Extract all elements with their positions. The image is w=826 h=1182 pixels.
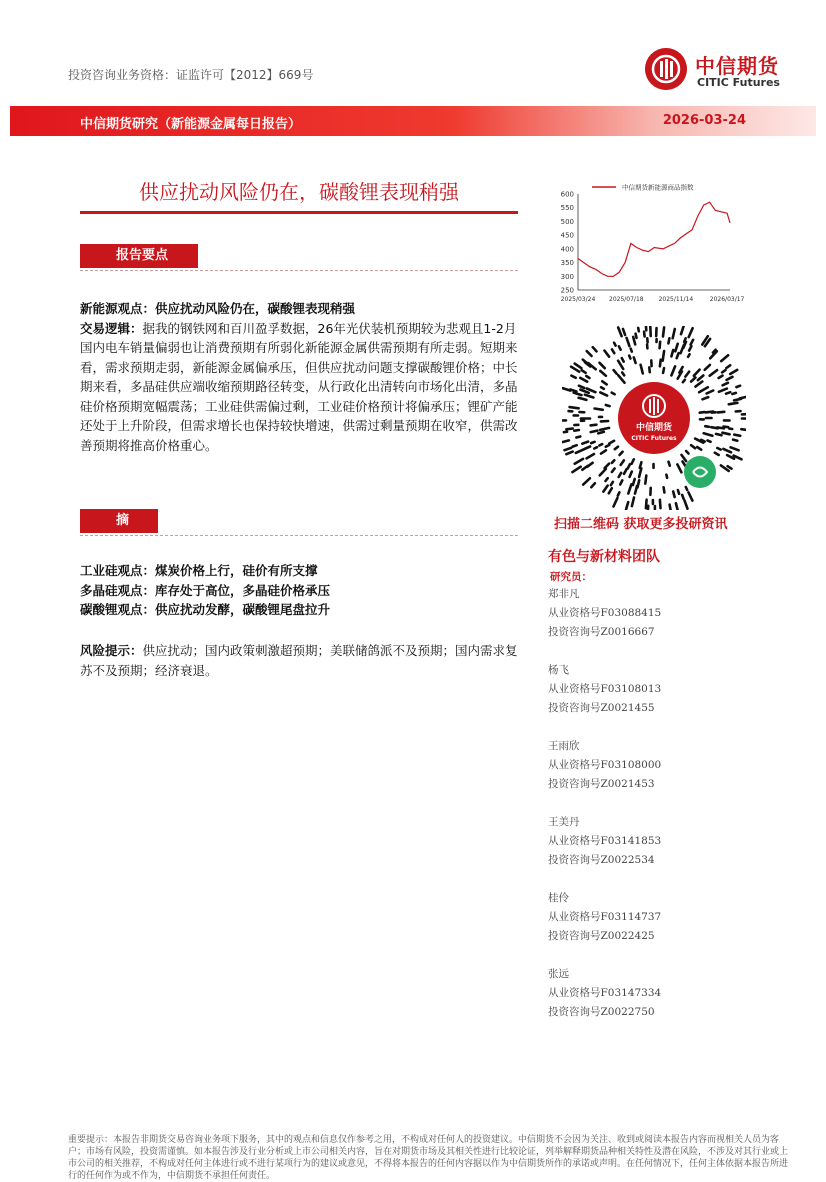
- qr-module: [583, 360, 586, 363]
- qr-module: [666, 475, 667, 478]
- qr-module: [704, 433, 713, 436]
- y-tick-label: 300: [561, 273, 574, 281]
- qr-module: [685, 501, 688, 509]
- qr-module: [723, 383, 728, 386]
- qr-module: [677, 353, 679, 358]
- qr-module: [582, 370, 586, 373]
- qr-module: [591, 425, 597, 426]
- qr-module: [638, 328, 639, 331]
- summary-tag: 摘要: [80, 509, 158, 533]
- qr-module: [576, 449, 585, 453]
- qr-module: [736, 386, 740, 387]
- qr-module: [636, 334, 637, 338]
- researcher-name: 桂伶: [548, 889, 661, 908]
- qr-module: [565, 448, 572, 450]
- qr-module: [601, 450, 606, 453]
- qr-module: [682, 455, 687, 461]
- researcher-qual: 从业资格号F03141853: [548, 832, 661, 851]
- qr-module: [722, 433, 729, 435]
- qr-module: [721, 355, 728, 361]
- qr-module: [728, 466, 732, 469]
- qr-module: [615, 447, 618, 450]
- qr-module: [611, 482, 613, 485]
- y-tick-label: 250: [561, 287, 574, 295]
- qr-module: [669, 462, 670, 466]
- qr-module: [573, 467, 581, 472]
- disclaimer: 重要提示：本报告非期货交易咨询业务项下服务，其中的观点和信息仅作参考之用，不构成对任何人的投资建议。中信期货不会因为关注、收到或阅读本报告内容而视相关人员为客户；市场有风险，投资需谨慎。如本报告涉及行业分析或上市公司相关内容，旨在对期货市场及其相关性进行比较论证，列举解释期货品种相关特性及潜在风险，不涉及对其行业或上市公司的相关推荐，不构成对任何主体进行或不进行某项行为的建议或意见，不得将本报告的任何内容据以作为中信期货所作的承诺或声明。在任何情况下，任何主体依据本报告所进行的任何作为或不作为，中信期货不承担任何责任。: [68, 1134, 788, 1182]
- researcher-qual: 从业资格号F03088415: [548, 604, 661, 623]
- qr-module: [660, 360, 661, 367]
- risk-warning: [80, 641, 518, 680]
- qr-module: [730, 370, 737, 374]
- qr-module: [574, 393, 582, 396]
- qr-module: [628, 464, 630, 468]
- qr-module: [591, 431, 598, 433]
- researcher-name: 张远: [548, 965, 661, 984]
- qr-module: [689, 328, 693, 337]
- legend-label: 中信期货新能源商品指数: [622, 183, 694, 192]
- qr-module: [600, 469, 606, 476]
- qr-module: [562, 440, 569, 442]
- qr-module: [601, 387, 604, 389]
- qr-module: [678, 490, 679, 494]
- researcher-label: 研究员：: [550, 569, 592, 584]
- qr-module: [573, 445, 577, 446]
- researcher-qual: 从业资格号F03114737: [548, 908, 661, 927]
- qr-module: [633, 479, 635, 485]
- qr-module: [574, 430, 579, 431]
- qr-module: [673, 492, 674, 498]
- qr-module: [683, 380, 685, 383]
- researcher-card: [548, 889, 661, 946]
- report-title: 供应扰动风险仍在，碳酸锂表现稍强: [80, 176, 518, 205]
- researcher-qual: 从业资格号F03108013: [548, 680, 661, 699]
- qr-module: [641, 365, 643, 374]
- qr-module: [708, 441, 711, 442]
- qr-module: [575, 364, 582, 369]
- qr-module: [723, 449, 731, 452]
- qr-module: [609, 441, 614, 444]
- researcher-consult: 投资咨询号Z0022750: [548, 1003, 661, 1022]
- qr-module: [609, 488, 612, 493]
- qr-module: [587, 454, 594, 458]
- qr-module: [622, 358, 624, 362]
- qr-module: [566, 452, 572, 455]
- header-banner: [10, 106, 816, 136]
- report-date: 2026-03-24: [663, 113, 746, 128]
- qr-module: [645, 476, 646, 484]
- citic-logo: [645, 48, 803, 94]
- qr-module: [718, 412, 725, 413]
- qr-module: [668, 338, 669, 343]
- qr-module: [634, 357, 636, 363]
- qr-module: [705, 365, 710, 370]
- qr-module: [580, 378, 587, 382]
- researcher-qual: 从业资格号F03147334: [548, 984, 661, 1003]
- qr-module: [618, 328, 621, 337]
- researcher-name: 王美丹: [548, 813, 661, 832]
- qr-module: [703, 397, 709, 399]
- researcher-card: [548, 661, 661, 718]
- qr-module: [689, 346, 691, 351]
- qr-module: [731, 447, 739, 450]
- qr-module: [623, 329, 625, 335]
- qr-module: [563, 388, 571, 390]
- qr-module: [618, 492, 620, 495]
- researcher-card: [548, 585, 661, 642]
- qr-module: [593, 347, 597, 351]
- qr-module: [599, 444, 602, 445]
- qr-module: [600, 363, 605, 368]
- qr-module: [575, 459, 583, 464]
- researcher-consult: 投资咨询号Z0016667: [548, 623, 661, 642]
- researcher-card: [548, 813, 661, 870]
- qr-module: [605, 464, 610, 469]
- qr-module: [697, 447, 701, 450]
- qr-module: [699, 387, 708, 392]
- qr-module: [612, 460, 614, 463]
- researcher-name: 杨飞: [548, 661, 661, 680]
- risk-text: 供应扰动；国内政策刺激超预期；美联储鸽派不及预期；国内需求复苏不及预期；经济衰退。: [80, 643, 518, 678]
- qr-module: [740, 396, 746, 398]
- qr-module: [648, 506, 649, 510]
- qr-module: [631, 349, 632, 352]
- qr-module: [633, 337, 635, 345]
- researcher-consult: 投资咨询号Z0021453: [548, 775, 661, 794]
- qr-module: [600, 392, 607, 395]
- qr-module: [663, 351, 664, 361]
- qr-module: [726, 392, 730, 394]
- qr-module: [734, 435, 740, 436]
- banner-title: 中信期货研究（新能源金属每日报告）: [80, 113, 301, 132]
- x-tick-label: 2025/11/14: [659, 296, 694, 303]
- qr-module: [606, 445, 610, 447]
- qr-module: [570, 407, 579, 408]
- qr-module: [582, 442, 588, 444]
- researcher-name: 郑非凡: [548, 585, 661, 604]
- qr-caption: 扫描二维码 获取更多投研资讯: [554, 513, 728, 532]
- qr-module: [719, 376, 723, 378]
- researcher-consult: 投资咨询号Z0021455: [548, 699, 661, 718]
- qr-module: [619, 473, 621, 477]
- qr-module: [594, 447, 597, 448]
- y-tick-label: 350: [561, 259, 574, 267]
- qr-module: [722, 370, 725, 372]
- divider: [80, 270, 518, 271]
- qr-module: [587, 351, 592, 356]
- researcher-consult: 投资咨询号Z0022425: [548, 927, 661, 946]
- qr-module: [663, 368, 664, 373]
- qr-module: [676, 503, 678, 510]
- qr-module: [595, 409, 603, 410]
- qr-module: [717, 448, 720, 450]
- qr-module: [732, 393, 736, 394]
- qr-module: [733, 440, 737, 441]
- qr-module: [620, 480, 622, 484]
- qr-module: [612, 469, 615, 473]
- qr-module: [632, 459, 634, 464]
- qr-module: [646, 500, 647, 509]
- qr-module: [671, 350, 673, 356]
- qr-module: [579, 386, 584, 388]
- qr-module: [689, 492, 693, 500]
- qr-module: [591, 442, 594, 443]
- qr-module: [566, 429, 572, 430]
- qr-module: [701, 440, 705, 442]
- qr-module: [707, 391, 714, 394]
- y-tick-label: 550: [561, 204, 574, 212]
- qr-module: [639, 468, 641, 477]
- qr-module: [698, 376, 703, 381]
- y-tick-label: 500: [561, 218, 574, 226]
- qr-module: [686, 487, 687, 490]
- qr-module: [603, 486, 607, 492]
- qr-module: [660, 500, 661, 508]
- qr-module: [646, 326, 647, 330]
- summary-line-1: 工业硅观点：煤炭价格上行，硅价有所支撑: [80, 563, 318, 578]
- key-points-tag: 报告要点: [80, 244, 198, 268]
- qr-module: [598, 432, 604, 434]
- qr-module: [579, 398, 587, 400]
- y-tick-label: 600: [561, 191, 574, 199]
- qr-module: [710, 370, 717, 376]
- qr-module: [624, 469, 627, 474]
- kp-heading: 新能源观点：供应扰动风险仍在，碳酸锂表现稍强: [80, 301, 355, 316]
- qr-module: [626, 502, 628, 509]
- qr-module: [681, 326, 684, 334]
- qr-module: [585, 395, 594, 398]
- logo-cn: 中信期货: [695, 50, 779, 79]
- y-tick-label: 400: [561, 245, 574, 253]
- title-underline: [80, 211, 518, 214]
- x-tick-label: 2026/03/17: [710, 296, 745, 303]
- qr-module: [632, 498, 634, 507]
- qr-module: [660, 342, 661, 348]
- risk-label: 风险提示：: [80, 643, 143, 658]
- qr-module: [741, 429, 746, 430]
- qr-module: [586, 376, 589, 378]
- kp-logic-text: 据我的钢铁网和百川盈孚数据，26年光伏装机预期较为悲观且1-2月国内电车销量偏弱也让消费预期有所弱化新能源金属供需预期有所走弱。短期来看，需求预期走弱，新能源金属偏承压，但供应扰动问题支撑碳酸锂价格；中长期来看，多晶硅供应端收缩预期路径转变，从行政化出清转向市场化出清，多晶硅价格预期宽幅震荡；工业硅供需偏过剩，工业硅价格预计将偏承压；锂矿产能还处于上升阶段，但需求增长也保持较快增速，供需过剩量预期在收窄，供需改善预期将推高价格重心。: [80, 321, 518, 453]
- qr-module: [716, 434, 722, 435]
- qr-module: [686, 451, 688, 454]
- qr-module: [663, 327, 664, 336]
- qr-module: [664, 487, 665, 492]
- x-tick-label: 2025/03/24: [561, 296, 596, 303]
- qr-module: [705, 426, 709, 427]
- qr-module: [691, 340, 694, 345]
- qr-logo-en: CITIC Futures: [631, 435, 677, 442]
- qr-module: [620, 452, 623, 455]
- qr-module: [719, 389, 727, 392]
- qr-module: [644, 332, 645, 337]
- qr-module: [571, 376, 575, 378]
- qr-module: [585, 447, 590, 449]
- qr-module: [614, 498, 618, 507]
- qr-module: [619, 346, 621, 349]
- qr-module: [685, 372, 689, 377]
- qr-module: [640, 462, 642, 468]
- qr-module: [621, 460, 624, 465]
- team-name: 有色与新材料团队: [548, 546, 660, 566]
- qr-module: [682, 495, 683, 499]
- license-text: 投资咨询业务资格：证监许可【2012】669号: [68, 66, 313, 83]
- qr-module: [614, 370, 617, 374]
- qr-module: [694, 370, 700, 376]
- qr-module: [600, 428, 609, 430]
- index-chart: [548, 180, 768, 308]
- qr-module: [606, 478, 608, 481]
- researcher-card: [548, 965, 661, 1022]
- qr-module: [671, 366, 675, 375]
- qr-module: [576, 437, 580, 438]
- qr-module: [583, 478, 590, 484]
- logo-en: CITIC Futures: [697, 76, 780, 89]
- qr-module: [729, 403, 738, 405]
- qr-module: [726, 365, 730, 368]
- researcher-consult: 投资咨询号Z0022534: [548, 851, 661, 870]
- qr-module: [600, 371, 606, 376]
- qr-module: [684, 338, 685, 342]
- mini-program-icon: [684, 456, 716, 488]
- qr-module: [628, 484, 631, 493]
- qr-module: [691, 445, 695, 448]
- qr-module: [622, 373, 624, 376]
- qr-module: [602, 381, 606, 384]
- qr-module: [724, 427, 729, 428]
- qr-module: [715, 453, 719, 455]
- qr-module: [727, 377, 733, 380]
- qr-module: [691, 378, 695, 382]
- researcher-card: [548, 737, 661, 794]
- qr-module: [605, 351, 610, 357]
- qr-module: [614, 343, 616, 346]
- qr-module: [675, 344, 677, 352]
- qr-module: [677, 464, 681, 472]
- qr-code[interactable]: [562, 326, 746, 510]
- summary-list: [80, 561, 518, 620]
- series-line: [578, 202, 730, 276]
- y-tick-label: 450: [561, 232, 574, 240]
- qr-module: [571, 367, 579, 372]
- qr-module: [700, 412, 705, 413]
- qr-module: [627, 338, 630, 346]
- qr-module: [582, 466, 587, 470]
- x-tick-label: 2025/07/18: [609, 296, 644, 303]
- qr-module: [612, 393, 615, 395]
- qr-module: [630, 472, 632, 477]
- qr-module: [612, 349, 614, 353]
- qr-module: [673, 329, 675, 338]
- citic-logo-icon: [645, 48, 687, 90]
- qr-logo-cn: 中信期货: [636, 421, 673, 433]
- qr-module: [696, 382, 703, 387]
- divider: [80, 535, 518, 536]
- qr-module: [670, 505, 672, 510]
- qr-module: [591, 483, 595, 487]
- qr-module: [606, 405, 610, 406]
- kp-logic-label: 交易逻辑：: [80, 321, 143, 336]
- qr-module: [688, 354, 690, 357]
- qr-module: [629, 356, 630, 359]
- researcher-name: 王雨欣: [548, 737, 661, 756]
- summary-line-2: 多晶硅观点：库存处于高位，多晶硅价格承压: [80, 583, 330, 598]
- summary-line-3: 碳酸锂观点：供应扰动发酵，碳酸锂尾盘拉升: [80, 602, 330, 617]
- researcher-qual: 从业资格号F03108000: [548, 756, 661, 775]
- qr-module: [564, 432, 567, 433]
- key-points-body: [80, 299, 518, 455]
- qr-module: [635, 486, 637, 494]
